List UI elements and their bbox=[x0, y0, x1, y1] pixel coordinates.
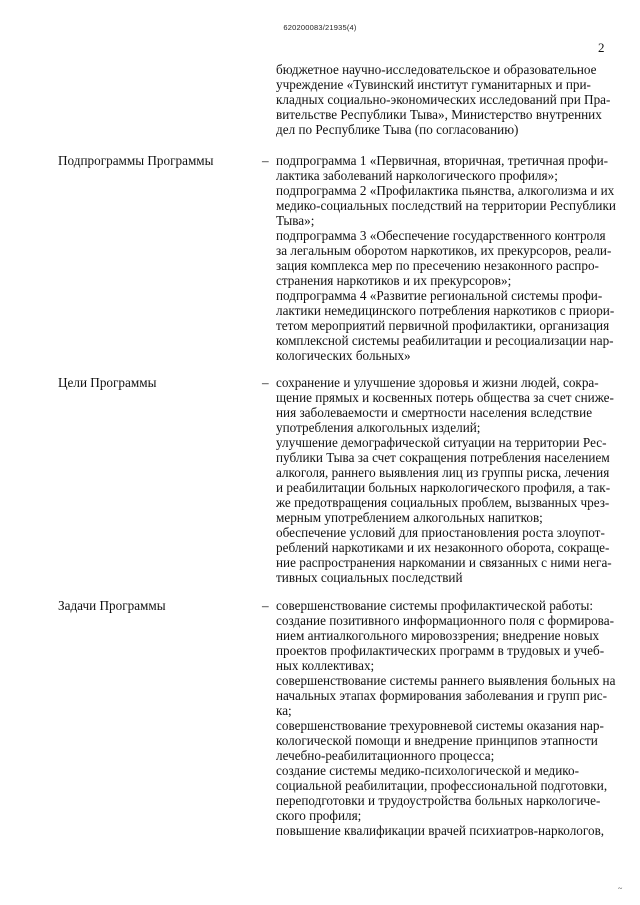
text-line: повышение квалификации врачей психиатров-наркологов, bbox=[276, 823, 605, 838]
text-line: социальной реабилитации, профессиональной подготовки, bbox=[276, 778, 608, 793]
text-line: лечебно-реабилитационного процесса; bbox=[276, 748, 495, 763]
text-line: учреждение «Тувинский институт гуманитарных и при- bbox=[276, 77, 591, 92]
text-line: нием антиалкогольного мировоззрения; внедрение новых bbox=[276, 628, 600, 643]
section-text bbox=[276, 375, 616, 585]
text-line: сохранение и улучшение здоровья и жизни людей, сокра- bbox=[276, 375, 599, 390]
text-line: ных коллективах; bbox=[276, 658, 375, 673]
text-line: мерным употреблением алкогольных напитков; bbox=[276, 510, 543, 525]
text-line: переподготовки и трудоустройства больных наркологиче- bbox=[276, 793, 601, 808]
text-line: создание позитивного информационного поля с формирова- bbox=[276, 613, 614, 628]
section-dash: – bbox=[262, 598, 269, 613]
text-line: проектов профилактических программ в трудовых и учеб- bbox=[276, 643, 605, 658]
text-line: создание системы медико-психологической и медико- bbox=[276, 763, 579, 778]
text-line: употребления алкогольных изделий; bbox=[276, 420, 481, 435]
section-text bbox=[276, 153, 616, 363]
text-line: же предотвращения социальных проблем, вызванных чрез- bbox=[276, 495, 610, 510]
text-line: за легальным оборотом наркотиков, их прекурсоров, реали- bbox=[276, 243, 612, 258]
section-label: Задачи Программы bbox=[58, 598, 166, 613]
text-line: ния заболеваемости и смертности населения вследствие bbox=[276, 405, 593, 420]
text-line: странения наркотиков и их прекурсоров»; bbox=[276, 273, 512, 288]
text-line: вительстве Республики Тыва», Министерство внутренних bbox=[276, 107, 602, 122]
intro-text bbox=[276, 62, 616, 137]
text-line: подпрограмма 1 «Первичная, вторичная, третичная профи- bbox=[276, 153, 609, 168]
text-line: лактики немедицинского потребления наркотиков с приори- bbox=[276, 303, 615, 318]
text-line: тетом мероприятий первичной профилактики, организация bbox=[276, 318, 610, 333]
text-line: реблений наркотиками и их незаконного оборота, сокраще- bbox=[276, 540, 610, 555]
text-line: и реабилитации больных наркологического профиля, а так- bbox=[276, 480, 611, 495]
text-line: ка; bbox=[276, 703, 292, 718]
page-number: 2 bbox=[598, 40, 605, 55]
text-line: кладных социально-экономических исследований при Пра- bbox=[276, 92, 611, 107]
text-line: улучшение демографической ситуации на территории Рес- bbox=[276, 435, 607, 450]
text-line: совершенствование трехуровневой системы оказания нар- bbox=[276, 718, 604, 733]
section-label: Цели Программы bbox=[58, 375, 157, 390]
text-line: кологических больных» bbox=[276, 348, 411, 363]
corner-mark: ~ bbox=[618, 884, 623, 893]
text-line: совершенствование системы профилактической работы: bbox=[276, 598, 594, 613]
section-dash: – bbox=[262, 153, 269, 168]
text-line: подпрограмма 3 «Обеспечение государственного контроля bbox=[276, 228, 606, 243]
text-line: кологической помощи и внедрение принципов этапности bbox=[276, 733, 598, 748]
text-line: ние распространения наркомании и связанных с ними нега- bbox=[276, 555, 612, 570]
text-line: ского профиля; bbox=[276, 808, 362, 823]
text-line: тивных социальных последствий bbox=[276, 570, 463, 585]
text-line: начальных этапах формирования заболевания и групп рис- bbox=[276, 688, 608, 703]
section-dash: – bbox=[262, 375, 269, 390]
text-line: публики Тыва за счет сокращения потребления населением bbox=[276, 450, 610, 465]
text-line: подпрограмма 4 «Развитие региональной системы профи- bbox=[276, 288, 603, 303]
text-line: подпрограмма 2 «Профилактика пьянства, алкоголизма и их bbox=[276, 183, 615, 198]
text-line: дел по Республике Тыва (по согласованию) bbox=[276, 122, 519, 137]
text-line: бюджетное научно-исследовательское и образовательное bbox=[276, 62, 597, 77]
document-id: 620200083/21935(4) bbox=[283, 23, 357, 32]
text-line: совершенствование системы раннего выявления больных на bbox=[276, 673, 616, 688]
text-line: зация комплекса мер по пресечению незаконного распро- bbox=[276, 258, 599, 273]
section-text bbox=[276, 598, 616, 838]
text-line: щение прямых и косвенных потерь общества за счет сниже- bbox=[276, 390, 614, 405]
text-line: лактика заболеваний наркологического профиля»; bbox=[276, 168, 558, 183]
text-line: алкоголя, раннего выявления лиц из группы риска, лечения bbox=[276, 465, 610, 480]
text-line: комплексной системы реабилитации и ресоциализации нар- bbox=[276, 333, 614, 348]
text-line: Тыва»; bbox=[276, 213, 315, 228]
text-line: обеспечение условий для приостановления роста злоупот- bbox=[276, 525, 605, 540]
text-line: медико-социальных последствий на территории Республики bbox=[276, 198, 616, 213]
section-label: Подпрограммы Программы bbox=[58, 153, 214, 168]
